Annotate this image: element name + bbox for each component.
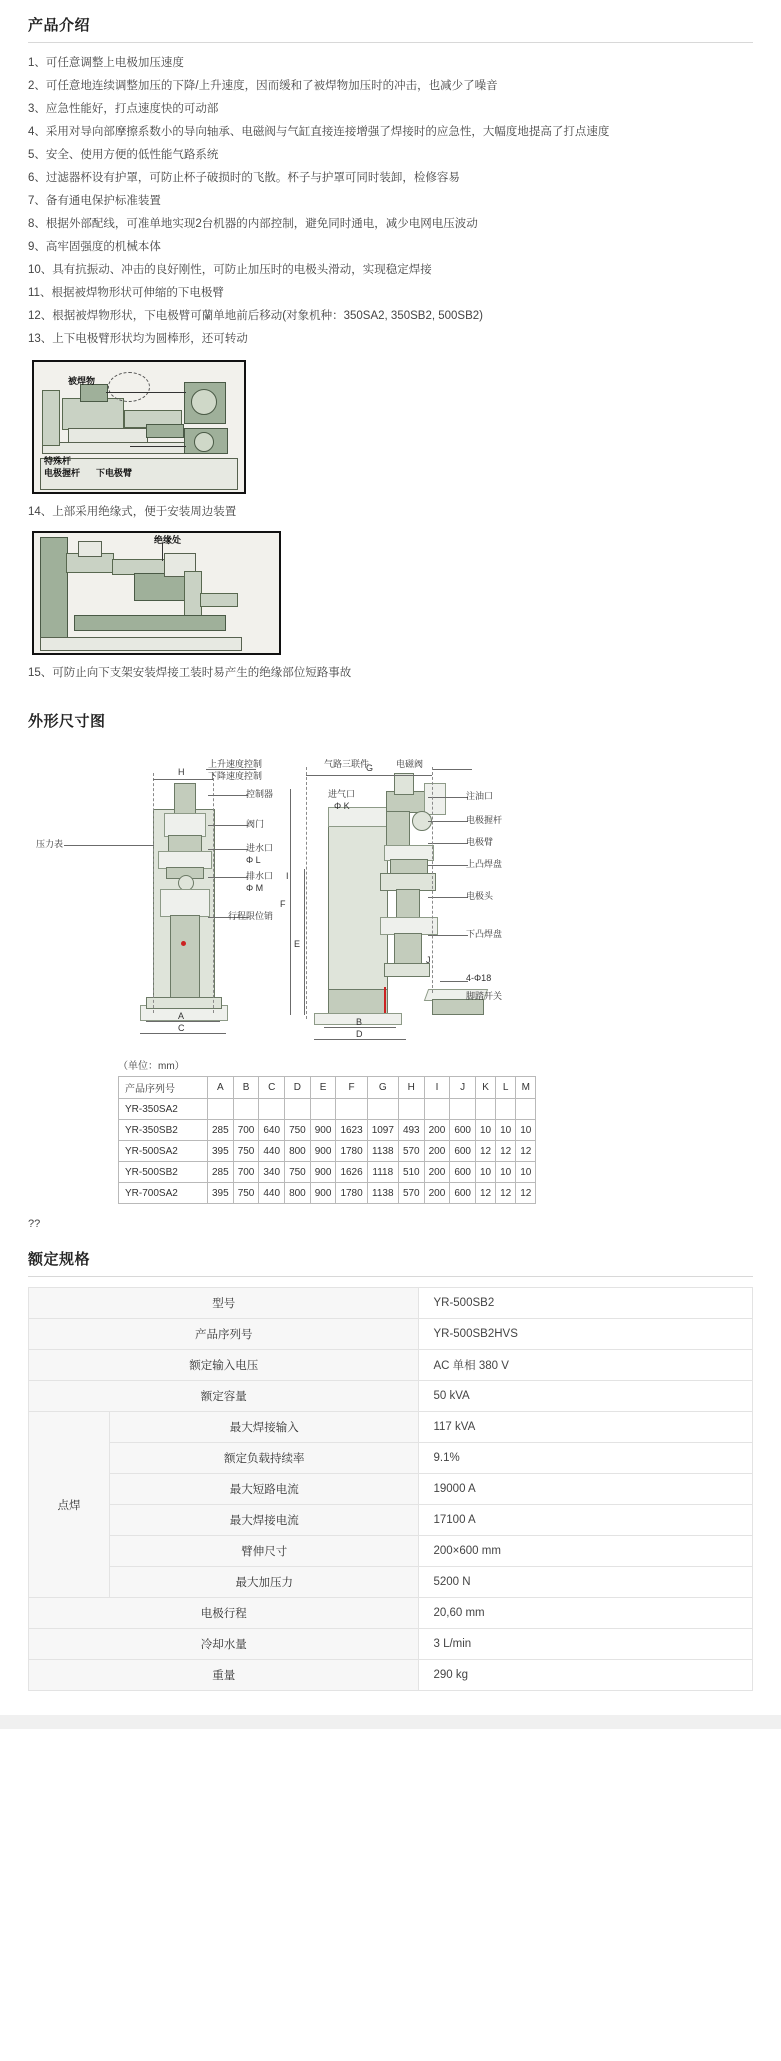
cell: 750 [233,1141,259,1162]
dim-label-pressure-gauge: 压力表 [36,839,64,849]
cell [285,1099,311,1120]
dim-label-F: F [280,899,286,909]
dim-label-E: E [294,939,301,949]
cell-model: YR-350SB2 [119,1120,208,1141]
list-item: 1、可任意调整上电极加压速度 [28,57,184,69]
col-header: A [208,1077,234,1099]
list-item: 8、根据外部配线，可准单地实现2台机器的内部控制，避免同时通电，减少电网电压波动 [28,218,478,230]
dim-label-water-in: 进水口 [246,843,274,853]
spec-label: 产品序列号 [29,1319,419,1350]
cell [476,1099,496,1120]
table-row [29,1598,753,1629]
table-row [29,1536,753,1567]
cell: 395 [208,1141,234,1162]
col-header: L [496,1077,516,1099]
page-title-outline: 外形尺寸图 [28,713,106,730]
col-header: J [450,1077,476,1099]
cell: 1623 [336,1120,367,1141]
list-item: 2、可任意地连续调整加压的下降/上升速度，因而缓和了被焊物加压时的冲击，也减少了噪音 [28,80,498,92]
cell: 600 [450,1141,476,1162]
spec-label: 臂伸尺寸 [110,1536,419,1567]
cell: 600 [450,1120,476,1141]
dim-label-C: C [178,1023,185,1033]
cell: 900 [310,1183,336,1204]
list-item: 10、具有抗振动、冲击的良好刚性，可防止加压时的电极头滑动，实现稳定焊接 [28,264,432,276]
cell: 750 [233,1183,259,1204]
col-header: 产品序列号 [119,1077,208,1099]
cell-model: YR-500SB2 [119,1162,208,1183]
cell: 700 [233,1162,259,1183]
size-table [118,1076,536,1204]
dim-label-solenoid: 电磁阀 [396,759,424,769]
cell: 285 [208,1162,234,1183]
table-row [29,1567,753,1598]
table-row [29,1319,753,1350]
spec-value: 290 kg [419,1660,753,1691]
col-header: F [336,1077,367,1099]
cell: 510 [398,1162,424,1183]
dim-label-upper-pad: 上凸焊盘 [466,859,503,869]
cell [233,1099,259,1120]
table-row [29,1381,753,1412]
cell: 12 [496,1183,516,1204]
cell: 10 [516,1120,536,1141]
figure-insulation [32,531,281,655]
spec-value: 19000 A [419,1474,753,1505]
table-row [29,1629,753,1660]
cell: 340 [259,1162,285,1183]
page-title-spec: 额定规格 [28,1248,753,1277]
cell-model: YR-350SA2 [119,1099,208,1120]
cell [336,1099,367,1120]
table-row [29,1350,753,1381]
cell: 640 [259,1120,285,1141]
spec-label: 最大焊接电流 [110,1505,419,1536]
spec-value: 20,60 mm [419,1598,753,1629]
cell: 440 [259,1141,285,1162]
cell: 1138 [367,1183,398,1204]
cell: 285 [208,1120,234,1141]
dim-label-oil-port: 注油口 [466,791,494,801]
table-row [29,1288,753,1319]
figure1-label-lower-arm: 下电极臂 [96,468,133,478]
cell: 600 [450,1162,476,1183]
dim-label-up-speed: 上升速度控制 [208,759,263,769]
cell [398,1099,424,1120]
spec-label: 冷却水量 [29,1629,419,1660]
table-row [29,1443,753,1474]
dim-label-stroke-pin: 行程限位销 [228,911,274,921]
dim-label-air-unit: 气路三联件 [324,759,370,769]
cell: 12 [476,1183,496,1204]
cell: 440 [259,1183,285,1204]
spec-value: 9.1% [419,1443,753,1474]
cell: 570 [398,1141,424,1162]
list-item: 11、根据被焊物形状可伸缩的下电极臂 [28,287,224,299]
cell [516,1099,536,1120]
cell: 800 [285,1183,311,1204]
cell: 600 [450,1183,476,1204]
cell: 1780 [336,1183,367,1204]
figure2-label-insulation: 绝缘处 [154,535,182,545]
dim-label-electrode-tip: 电极头 [466,891,494,901]
spec-value: 3 L/min [419,1629,753,1660]
cell: 10 [496,1120,516,1141]
list-item: 4、采用对导向部摩擦系数小的导向轴承、电磁阀与气缸直接连接增强了焊接时的应急性，大幅度地提高了打点速度 [28,126,610,138]
dim-label-electrode-arm: 电极臂 [466,837,494,847]
dim-label-phi-K: Φ K [334,801,350,811]
spec-value: 200×600 mm [419,1536,753,1567]
cell: 10 [516,1162,536,1183]
col-header: I [424,1077,450,1099]
cell: 900 [310,1162,336,1183]
spec-table [28,1287,753,1691]
cell-model: YR-700SA2 [119,1183,208,1204]
spec-label: 最大焊接输入 [110,1412,419,1443]
cell [496,1099,516,1120]
cell: 10 [496,1162,516,1183]
spec-value: 50 kVA [419,1381,753,1412]
figure1-label-special-rod-1: 特殊杆 [44,456,72,466]
table-row [29,1660,753,1691]
cell: 200 [424,1120,450,1141]
dim-label-phi-L: Φ L [246,855,261,865]
footer-bar [0,1715,781,1729]
list-item: 5、安全、使用方便的低性能气路系统 [28,149,219,161]
list-item: 12、根据被焊物形状，下电极臂可蘭单地前后移动(对象机种：350SA2, 350SB2, 500SB2) [28,310,483,322]
spec-label: 额定容量 [29,1381,419,1412]
document-page [0,14,781,1729]
cell: 12 [496,1141,516,1162]
cell: 200 [424,1183,450,1204]
cell [310,1099,336,1120]
dim-label-foot-switch: 脚踏开关 [466,991,503,1001]
figure1-label-special-rod-2: 电极握杆 [44,468,81,478]
spec-value: 17100 A [419,1505,753,1536]
list-item: 13、上下电极臂形状均为圆棒形，还可转动 [28,333,248,345]
table-row [29,1474,753,1505]
feature-item-14: 14、上部采用绝缘式，便于安装周边装置 [28,506,237,518]
cell: 1097 [367,1120,398,1141]
spec-label: 最大短路电流 [110,1474,419,1505]
table-row [119,1120,536,1141]
dim-label-G: G [366,763,374,773]
list-item: 3、应急性能好，打点速度快的可动部 [28,103,219,115]
col-header: E [310,1077,336,1099]
cell: 700 [233,1120,259,1141]
dim-label-controller: 控制器 [246,789,274,799]
spec-label: 型号 [29,1288,419,1319]
spec-value: YR-500SB2HVS [419,1319,753,1350]
dim-label-D: D [356,1029,363,1039]
dim-label-valve: 阀门 [246,819,265,829]
spec-value: 117 kVA [419,1412,753,1443]
cell: 800 [285,1141,311,1162]
col-header: H [398,1077,424,1099]
dim-label-water-out: 排水口 [246,871,274,881]
dim-label-down-speed: 下降速度控制 [208,771,263,781]
cell [367,1099,398,1120]
dim-label-I: I [286,871,289,881]
cell: 200 [424,1162,450,1183]
spec-label: 电极行程 [29,1598,419,1629]
col-header: K [476,1077,496,1099]
table-header-row [119,1077,536,1099]
outline-dimension-drawing [28,749,753,1049]
cell [450,1099,476,1120]
cell: 12 [476,1141,496,1162]
dim-label-A: A [178,1011,185,1021]
size-table-unit-note: （单位：mm） [118,1061,185,1072]
cell [259,1099,285,1120]
col-header: D [285,1077,311,1099]
table-row [119,1099,536,1120]
table-row [29,1412,753,1443]
figure1-label-workpiece: 被焊物 [68,376,96,386]
cell [208,1099,234,1120]
table-row [29,1505,753,1536]
table-row [119,1183,536,1204]
dim-label-electrode-holder: 电极握杆 [466,815,503,825]
figure-lower-arm [32,360,246,494]
cell: 200 [424,1141,450,1162]
placeholder-text: ?? [28,1218,41,1230]
feature-list [28,53,753,350]
list-item: 7、备有通电保护标准装置 [28,195,161,207]
cell: 10 [476,1162,496,1183]
spec-value: YR-500SB2 [419,1288,753,1319]
col-header: M [516,1077,536,1099]
dim-label-phi-M: Φ M [246,883,264,893]
cell: 570 [398,1183,424,1204]
table-row [119,1162,536,1183]
col-header: G [367,1077,398,1099]
cell: 395 [208,1183,234,1204]
dim-label-H: H [178,767,185,777]
col-header: C [259,1077,285,1099]
spec-label: 最大加压力 [110,1567,419,1598]
dim-label-J: J [426,955,431,965]
page-title-intro: 产品介绍 [28,14,753,43]
dim-label-air-in: 进气口 [328,789,356,799]
cell: 493 [398,1120,424,1141]
cell: 900 [310,1141,336,1162]
cell: 12 [516,1141,536,1162]
spec-label: 额定负载持续率 [110,1443,419,1474]
dim-label-4-phi-18: 4-Φ18 [466,973,492,983]
spec-value: 5200 N [419,1567,753,1598]
col-header: B [233,1077,259,1099]
spec-label: 重量 [29,1660,419,1691]
spec-value: AC 单相 380 V [419,1350,753,1381]
dim-label-lower-pad: 下凸焊盘 [466,929,503,939]
feature-item-15: 15、可防止向下支架安装焊接工装时易产生的绝缘部位短路事故 [28,667,352,679]
spec-label: 额定输入电压 [29,1350,419,1381]
cell: 900 [310,1120,336,1141]
cell [424,1099,450,1120]
cell-model: YR-500SA2 [119,1141,208,1162]
cell: 750 [285,1162,311,1183]
cell: 750 [285,1120,311,1141]
cell: 1138 [367,1141,398,1162]
cell: 1118 [367,1162,398,1183]
cell: 12 [516,1183,536,1204]
list-item: 6、过滤器杯设有护罩，可防止杯子破损时的飞散。杯子与护罩可同时装卸，检修容易 [28,172,460,184]
table-row [119,1141,536,1162]
cell: 10 [476,1120,496,1141]
cell: 1626 [336,1162,367,1183]
cell: 1780 [336,1141,367,1162]
dim-label-B: B [356,1017,363,1027]
spec-group-label: 点焊 [29,1412,110,1598]
list-item: 9、高牢固强度的机械本体 [28,241,161,253]
